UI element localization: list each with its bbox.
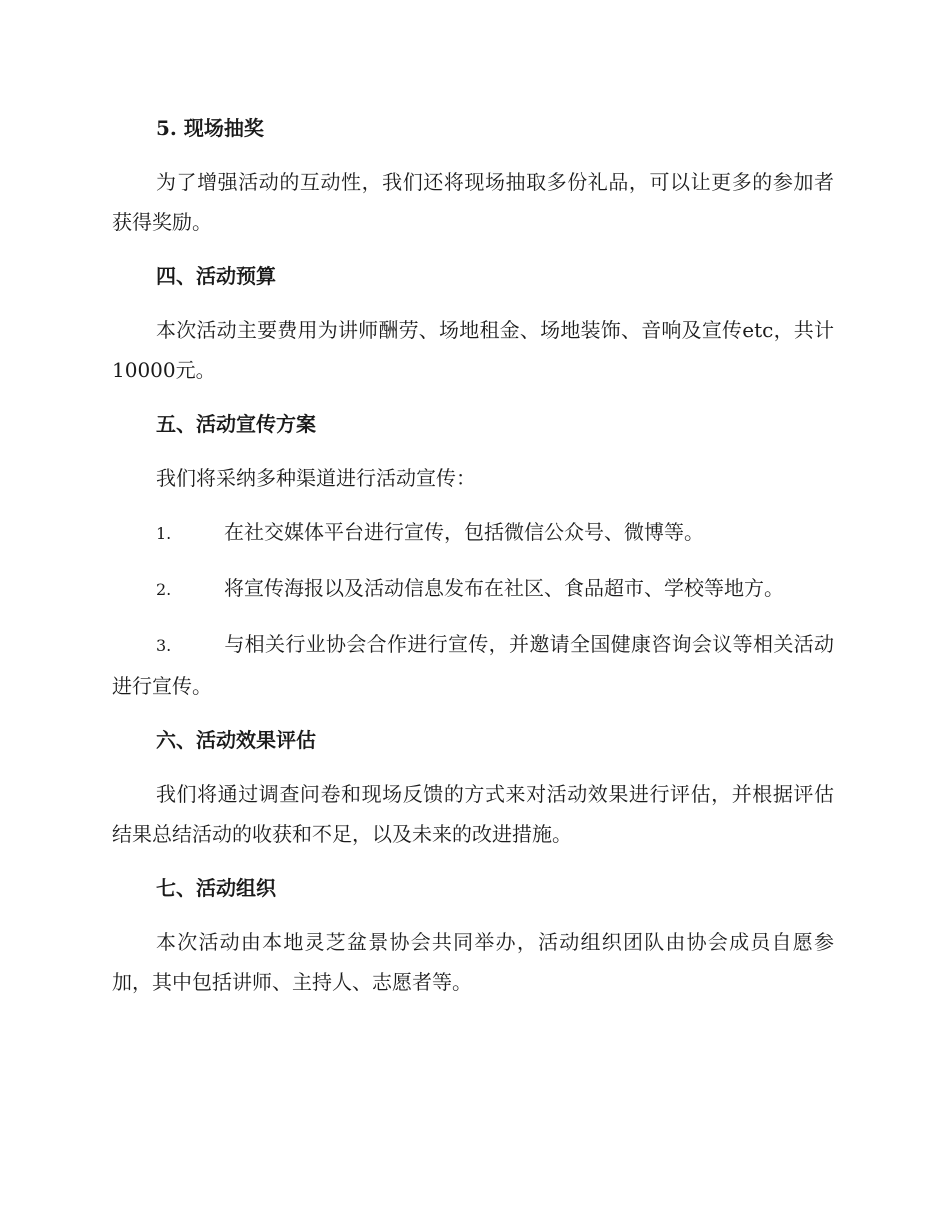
list-text: 在社交媒体平台进行宣传，包括微信公众号、微博等。 — [224, 520, 704, 544]
list-number: 3. — [156, 636, 172, 655]
section-heading-organization: 七、活动组织 — [156, 876, 276, 900]
section-heading-budget: 四、活动预算 — [156, 264, 276, 288]
paragraph-promotion-intro: 我们将采纳多种渠道进行活动宣传： — [156, 466, 476, 490]
list-number: 1. — [156, 524, 172, 543]
document-content — [112, 108, 834, 1002]
section-heading-promotion: 五、活动宣传方案 — [156, 412, 316, 436]
list-text: 与相关行业协会合作进行宣传，并邀请全国健康咨询会议等相关活动进行宣传。 — [112, 632, 834, 698]
list-item — [112, 568, 834, 610]
paragraph-lottery: 为了增强活动的互动性，我们还将现场抽取多份礼品，可以让更多的参加者获得奖励。 — [112, 170, 834, 234]
paragraph-organization: 本次活动由本地灵芝盆景协会共同举办，活动组织团队由协会成员自愿参加，其中包括讲师、主持人、志愿者等。 — [112, 930, 834, 994]
section-heading-lottery: 5. 现场抽奖 — [156, 116, 264, 140]
list-number: 2. — [156, 580, 172, 599]
list-text: 将宣传海报以及活动信息发布在社区、食品超市、学校等地方。 — [224, 576, 784, 600]
paragraph-evaluation: 我们将通过调查问卷和现场反馈的方式来对活动效果进行评估，并根据评估结果总结活动的收获和不足，以及未来的改进措施。 — [112, 782, 834, 846]
paragraph-budget: 本次活动主要费用为讲师酬劳、场地租金、场地装饰、音响及宣传etc，共计10000元。 — [112, 318, 834, 382]
list-item — [112, 512, 834, 554]
list-item — [112, 624, 834, 706]
section-heading-evaluation: 六、活动效果评估 — [156, 728, 316, 752]
